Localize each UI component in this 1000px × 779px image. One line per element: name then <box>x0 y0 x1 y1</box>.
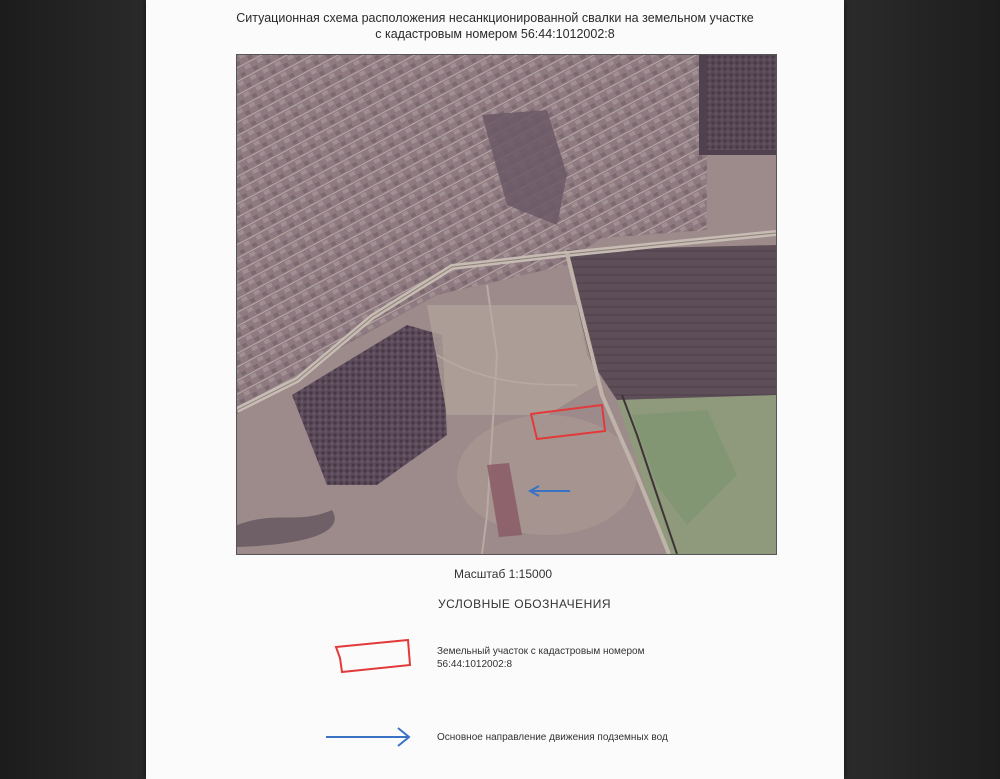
document-sheet <box>146 0 844 779</box>
satellite-map <box>236 54 777 555</box>
legend-arrow-label: Основное направление движения подземных вод <box>437 732 668 743</box>
legend-parcel-label-line-1: Земельный участок с кадастровым номером <box>437 646 645 657</box>
satellite-map-image <box>237 55 776 554</box>
title-line-2: с кадастровым номером 56:44:1012002:8 <box>375 27 615 41</box>
title-line-1: Ситуационная схема расположения несанкционированной свалки на земельном участке <box>236 11 754 25</box>
legend-parcel-label <box>437 645 645 671</box>
viewer-background-right <box>844 0 1000 779</box>
legend-title: УСЛОВНЫЕ ОБОЗНАЧЕНИЯ <box>438 597 612 611</box>
legend-parcel-label-line-2: 56:44:1012002:8 <box>437 659 513 670</box>
legend-parcel-symbol <box>334 638 414 678</box>
viewer-background-left <box>0 0 146 779</box>
document-title <box>146 10 844 42</box>
legend-arrow-icon <box>324 724 414 750</box>
map-scale: Масштаб 1:15000 <box>454 567 553 581</box>
